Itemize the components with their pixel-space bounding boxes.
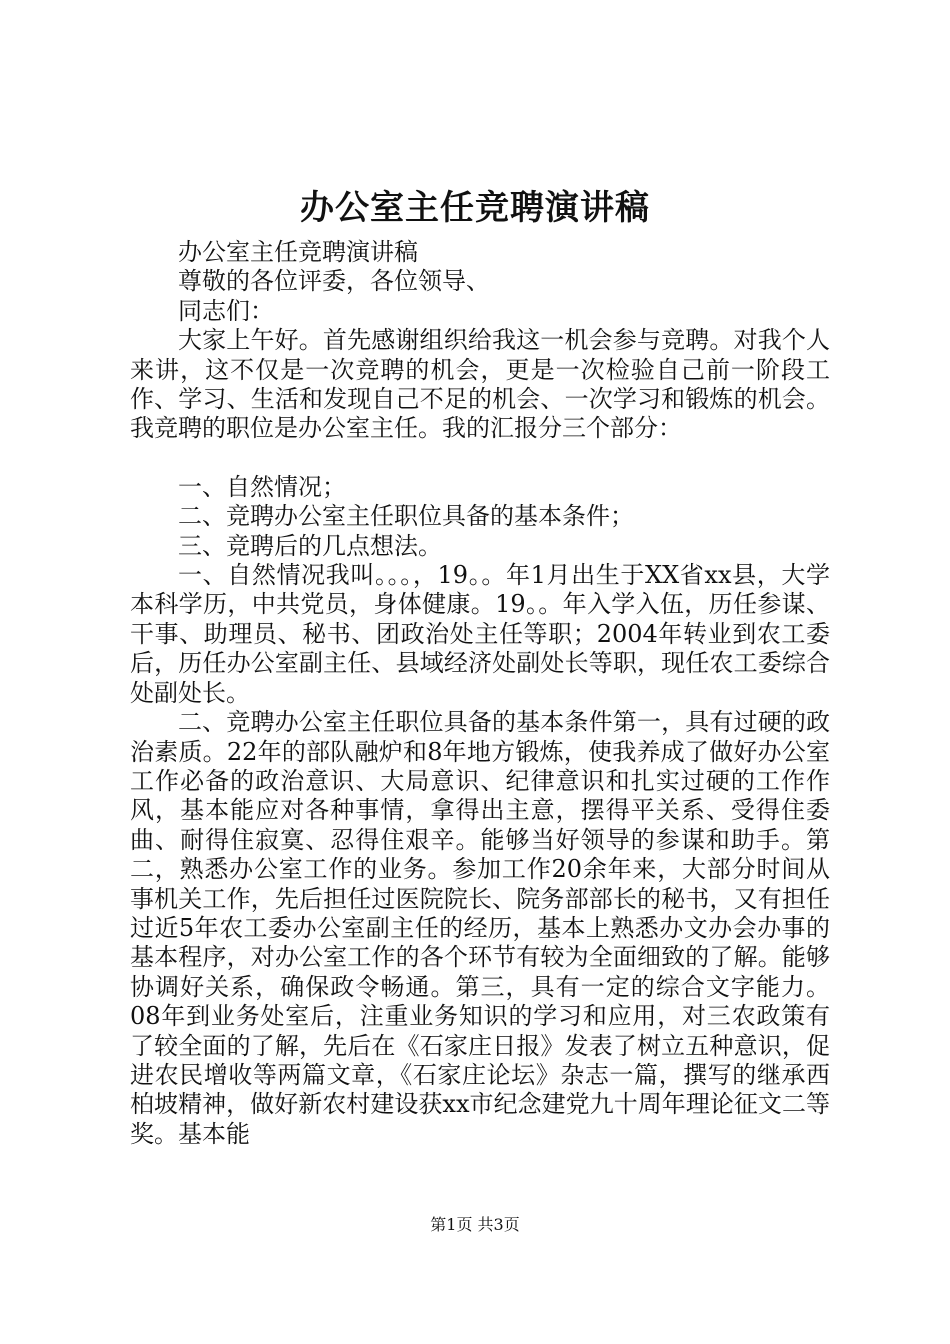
paragraph-outline-3: 三、竞聘后的几点想法。: [178, 531, 442, 560]
document-title: 办公室主任竞聘演讲稿: [300, 188, 650, 228]
paragraph-outline-1: 一、自然情况；: [178, 472, 346, 501]
paragraph-heading-repeat: 办公室主任竞聘演讲稿: [178, 238, 418, 266]
document-body: [130, 238, 830, 1149]
paragraph-outline-2: 二、竞聘办公室主任职位具备的基本条件；: [178, 502, 634, 531]
paragraph-section-2: 二、竞聘办公室主任职位具备的基本条件第一，具有过硬的政治素质。22年的部队融炉和8年地方锻炼，使我养成了做好办公室工作必备的政治意识、大局意识、纪律意识和扎实过硬的工作作风，基本能应对各种事情，拿得出主意，摆得平关系、受得住委曲、耐得住寂寞、忍得住艰辛。能够当好领导的参谋和助手。第二，熟悉办公室工作的业务。参加工作20余年来，大部分时间从事机关工作，先后担任过医院院长、院务部部长的秘书，又有担任过近5年农工委办公室副主任的经历，基本上熟悉办文办会办事的基本程序，对办公室工作的各个环节有较为全面细致的了解。能够协调好关系，确保政令畅通。第三，具有一定的综合文字能力。08年到业务处室后，注重业务知识的学习和应用，对三农政策有了较全面的了解，先后在《石家庄日报》发表了树立五种意识，促进农民增收等两篇文章，《石家庄论坛》杂志一篇，撰写的继承西柏坡精神，做好新农村建设获xx市纪念建党九十周年理论征文二等奖。基本能: [130, 708, 830, 1148]
paragraph-intro: 大家上午好。首先感谢组织给我这一机会参与竞聘。对我个人来讲，这不仅是一次竞聘的机会，更是一次检验自己前一阶段工作、学习、生活和发现自己不足的机会、一次学习和锻炼的机会。我竞聘的职位是办公室主任。我的汇报分三个部分：: [130, 326, 830, 443]
paragraph-spacer: [130, 444, 830, 473]
page-footer: 第1页 共3页: [430, 1215, 520, 1234]
paragraph-section-1: 一、自然情况我叫。。。，19。。年1月出生于XX省xx县，大学本科学历，中共党员，身体健康。19。。年入学入伍，历任参谋、干事、助理员、秘书、团政治处主任等职；2004年转业到农工委后，历任办公室副主任、县域经济处副处长等职，现任农工委综合处副处长。: [130, 561, 830, 707]
paragraph-comrades: 同志们：: [178, 296, 274, 325]
paragraph-salutation: 尊敬的各位评委，各位领导、: [178, 267, 490, 296]
